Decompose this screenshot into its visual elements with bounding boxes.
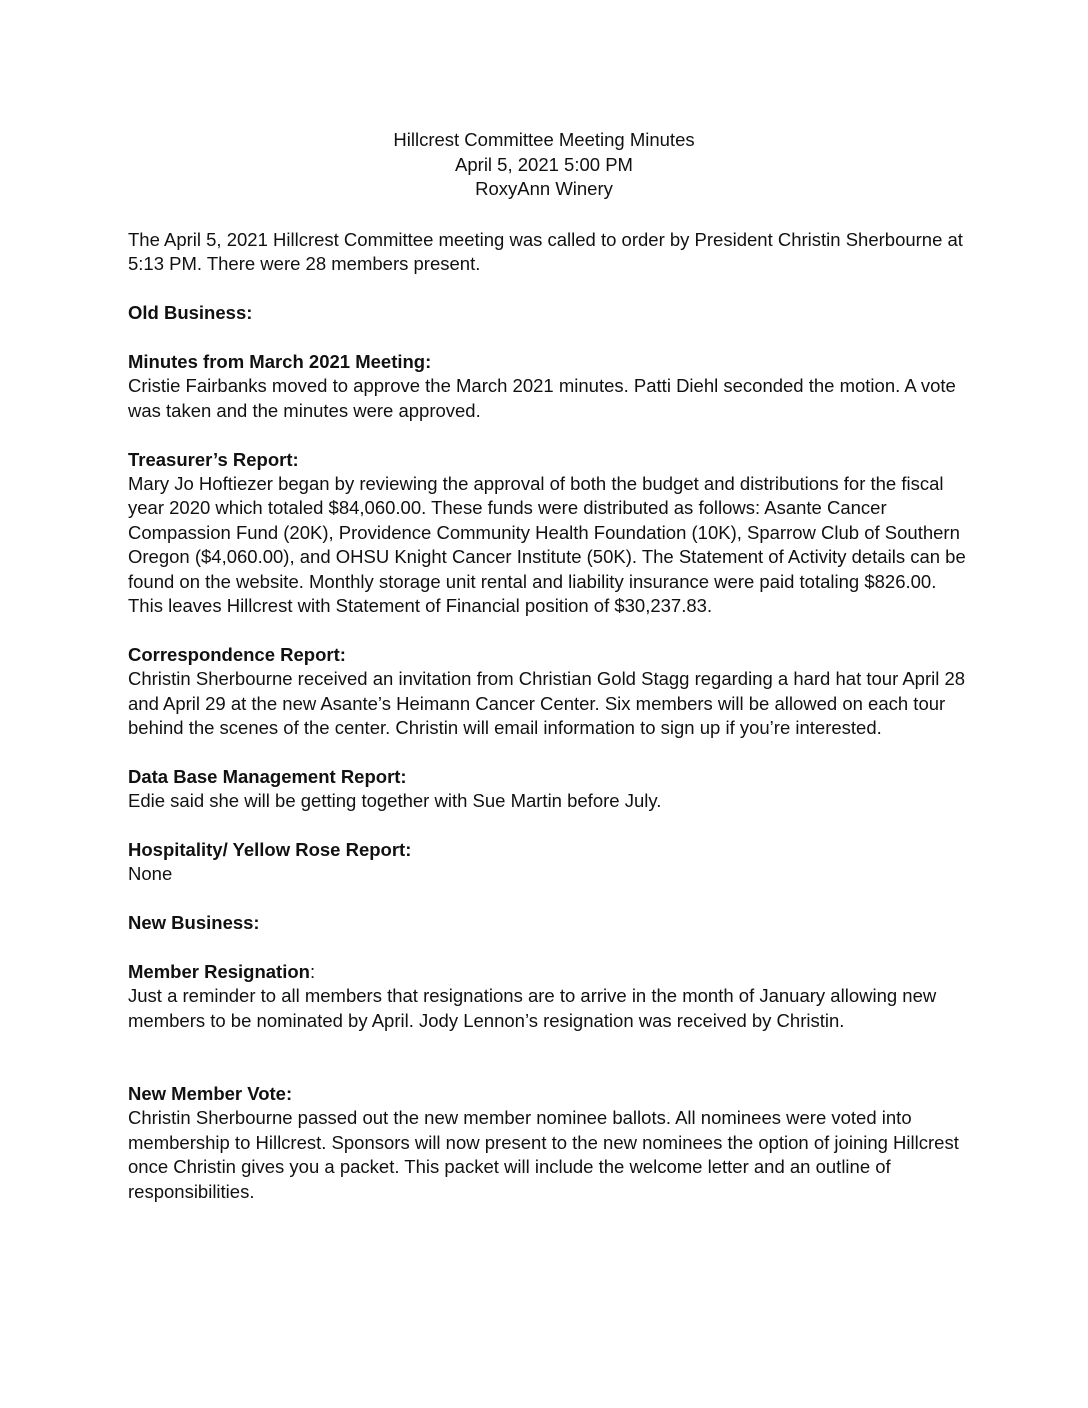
correspondence-heading: Correspondence Report: (128, 643, 346, 665)
document-title: Hillcrest Committee Meeting Minutes (393, 129, 695, 150)
old-business-heading: Old Business: (128, 302, 253, 324)
resignation-heading (128, 960, 968, 984)
treasurer-heading: Treasurer’s Report: (128, 448, 299, 470)
new-business-heading: New Business: (128, 912, 260, 934)
meeting-datetime: April 5, 2021 5:00 PM (455, 153, 633, 175)
minutes-heading: Minutes from March 2021 Meeting: (128, 351, 432, 372)
document-header (0, 128, 1088, 202)
hospitality-text: None (128, 863, 173, 885)
resignation-text: Just a reminder to all members that resignations are to arrive in the month of January allowing new members to be nominated by April. Jody Lennon’s resignation was received by Christin. (128, 985, 937, 1031)
minutes-text: Cristie Fairbanks moved to approve the March 2021 minutes. Patti Diehl seconded the motion. A vote was taken and the minutes were approved. (128, 375, 956, 421)
database-text: Edie said she will be getting together with Sue Martin before July. (128, 790, 662, 812)
resignation-heading-colon: : (309, 961, 316, 983)
document-body (128, 228, 968, 1204)
resignation-heading-label: Member Resignation (128, 961, 310, 983)
treasurer-text: Mary Jo Hoftiezer began by reviewing the approval of both the budget and distributions for the fiscal year 2020 which totaled $84,060.00. These funds were distributed as follows: Asante Cancer Compassion Fund (20K), Providence Community Health Foundation (10K), Sparrow Club of Southern Oregon ($4,060.00), and OHSU Knight Cancer Institute (50K). The Statement of Activity details can be found on the website. Monthly storage unit rental and liability insurance were paid totaling $826.00. This leaves Hillcrest with Statement of Financial position of $30,237.83. (128, 473, 966, 617)
new-member-vote-text: Christin Sherbourne passed out the new member nominee ballots. All nominees were voted into membership to Hillcrest. Sponsors will now present to the new nominees the option of joining Hillcrest once Christin gives you a packet. This packet will include the welcome letter and an outline of responsibilities. (128, 1107, 959, 1202)
hospitality-heading: Hospitality/ Yellow Rose Report: (128, 839, 412, 861)
correspondence-text: Christin Sherbourne received an invitation from Christian Gold Stagg regarding a hard hat tour April 28 and April 29 at the new Asante’s Heimann Cancer Center. Six members will be allowed on each tour behind the scenes of the center. Christin will email information to sign up if you’re interested. (128, 668, 966, 739)
database-heading: Data Base Management Report: (128, 765, 407, 787)
meeting-location: RoxyAnn Winery (475, 178, 613, 199)
new-member-vote-heading: New Member Vote: (128, 1083, 293, 1105)
intro-paragraph: The April 5, 2021 Hillcrest Committee meeting was called to order by President Christin Sherbourne at 5:13 PM. There were 28 members present. (128, 229, 963, 275)
